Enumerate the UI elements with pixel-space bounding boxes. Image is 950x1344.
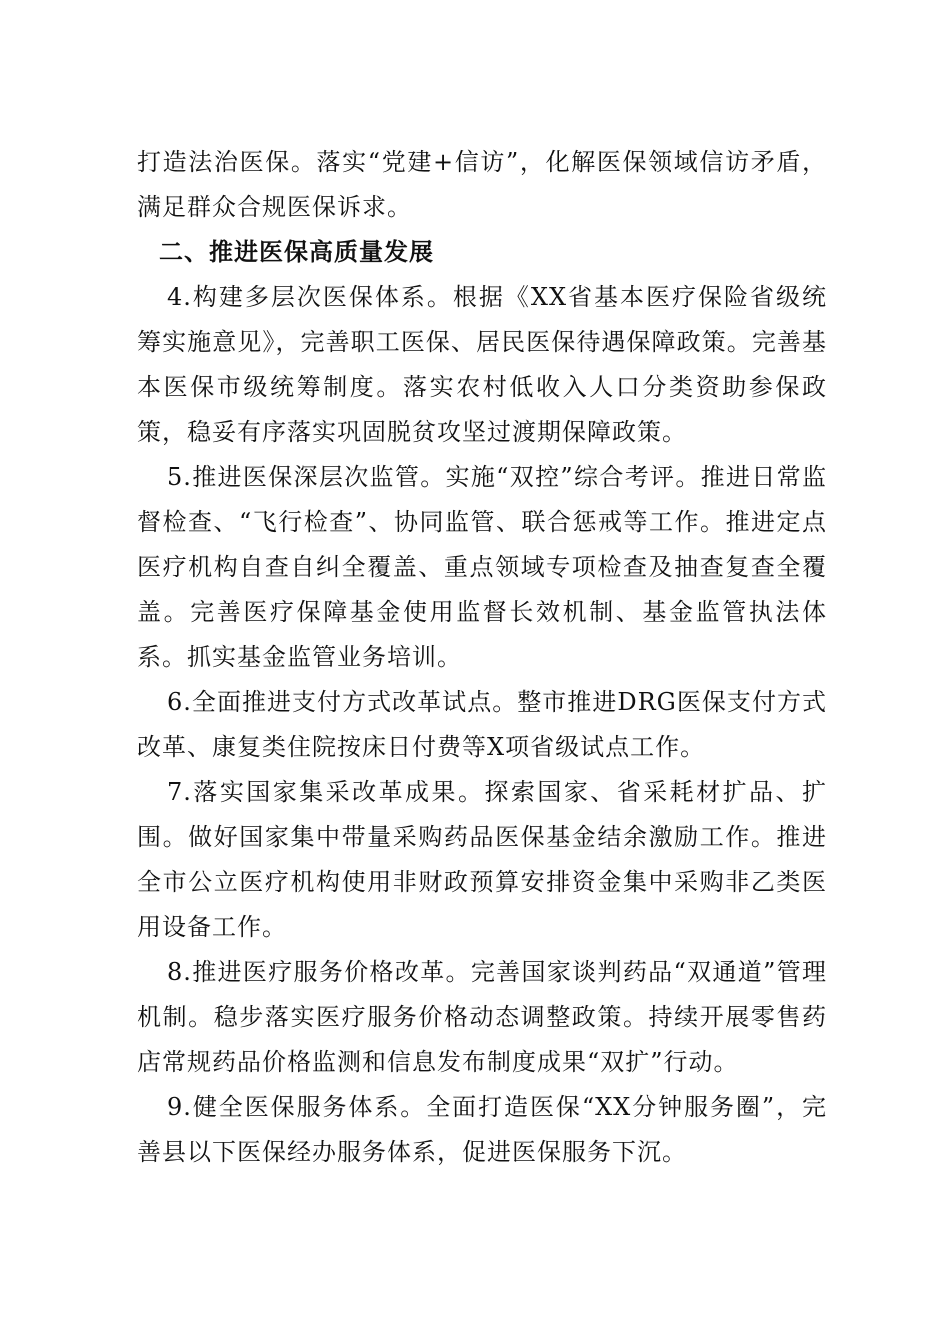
paragraph-item-8: 8.推进医疗服务价格改革。完善国家谈判药品“双通道”管理机制。稳步落实医疗服务价格动态调整政策。持续开展零售药店常规药品价格监测和信息发布制度成果“双扩”行动。 bbox=[137, 958, 827, 1076]
paragraph-item-4: 4.构建多层次医保体系。根据《XX省基本医疗保险省级统筹实施意见》，完善职工医保、居民医保待遇保障政策。完善基本医保市级统筹制度。落实农村低收入人口分类资助参保政策，稳妥有序落实巩固脱贫攻坚过渡期保障政策。 bbox=[137, 283, 827, 446]
paragraph-rule-of-law: 打造法治医保。落实“党建+信访”，化解医保领域信访矛盾，满足群众合规医保诉求。 bbox=[137, 148, 827, 221]
paragraph-item-9: 9.健全医保服务体系。全面打造医保“XX分钟服务圈”，完善县以下医保经办服务体系，促进医保服务下沉。 bbox=[137, 1093, 827, 1166]
paragraph-item-6: 6.全面推进支付方式改革试点。整市推进DRG医保支付方式改革、康复类住院按床日付费等X项省级试点工作。 bbox=[137, 688, 827, 761]
document-body bbox=[137, 140, 827, 1175]
section-heading: 二、推进医保高质量发展 bbox=[159, 238, 434, 266]
paragraph-item-5: 5.推进医保深层次监管。实施“双控”综合考评。推进日常监督检查、“飞行检查”、协同监管、联合惩戒等工作。推进定点医疗机构自查自纠全覆盖、重点领域专项检查及抽查复查全覆盖。完善医疗保障基金使用监督长效机制、基金监管执法体系。抓实基金监管业务培训。 bbox=[137, 463, 827, 671]
paragraph-item-7: 7.落实国家集采改革成果。探索国家、省采耗材扩品、扩围。做好国家集中带量采购药品医保基金结余激励工作。推进全市公立医疗机构使用非财政预算安排资金集中采购非乙类医用设备工作。 bbox=[137, 778, 827, 941]
